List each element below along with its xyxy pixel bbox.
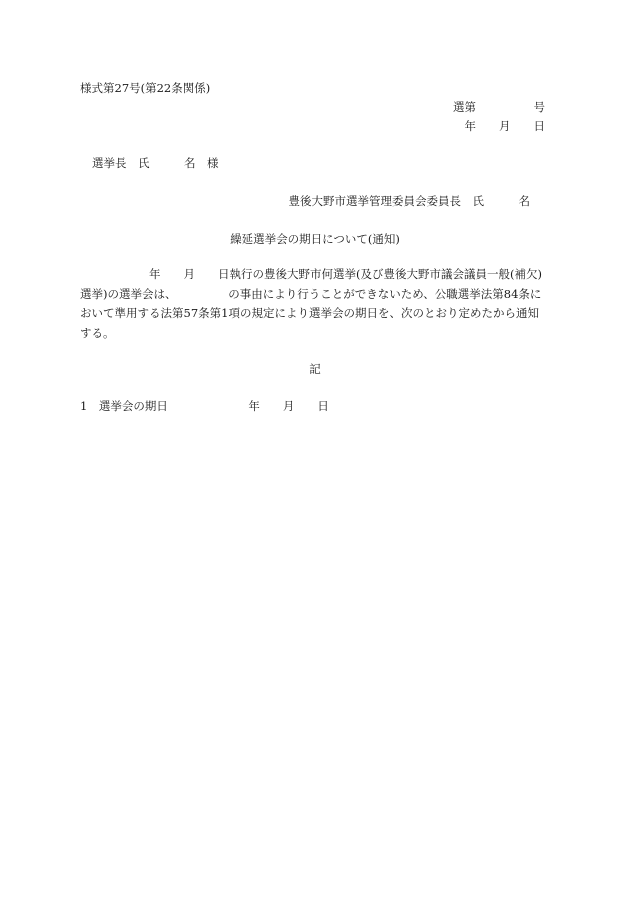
note-heading: 記 xyxy=(309,362,321,376)
body-line: 年 月 日執行の豊後大野市何選挙(及び豊後大野市議会議員一般(補欠) xyxy=(80,267,542,281)
document-date: 年 月 日 xyxy=(464,119,545,133)
document-title: 繰延選挙会の期日について(通知) xyxy=(230,232,400,246)
item-meeting-date: 1 選挙会の期日 年 月 日 xyxy=(80,399,329,413)
addressee: 選挙長 氏 名 様 xyxy=(92,156,219,170)
body-line: 選挙)の選挙会は、 の事由により行うことができないため、公職選挙法第84条に xyxy=(80,286,542,301)
document-number: 選第 号 xyxy=(453,100,545,114)
form-reference: 様式第27号(第22条関係) xyxy=(80,81,211,95)
body-line: おいて準用する法第57条第1項の規定により選挙会の期日を、次のとおり定めたから通知 xyxy=(80,306,539,320)
sender: 豊後大野市選挙管理委員会委員長 氏 名 xyxy=(288,194,530,208)
body-text xyxy=(80,265,550,343)
body-line: する。 xyxy=(80,325,115,340)
